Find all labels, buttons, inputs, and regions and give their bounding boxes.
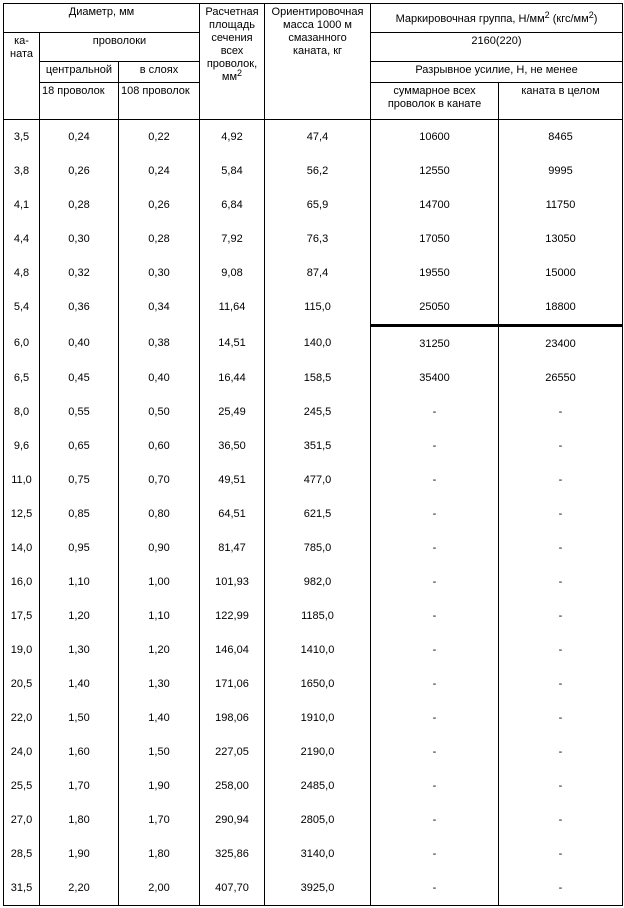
cell-layer-wire: 1,80 bbox=[119, 837, 200, 871]
table-row bbox=[4, 565, 623, 599]
cell-diameter: 27,0 bbox=[4, 803, 40, 837]
cell-central-wire: 0,24 bbox=[40, 120, 119, 155]
rope-spec-table bbox=[3, 3, 623, 906]
cell-mass: 3925,0 bbox=[265, 871, 371, 906]
cell-central-wire: 1,90 bbox=[40, 837, 119, 871]
header-group-text: Маркировочная группа, Н/мм bbox=[395, 12, 545, 25]
table-row bbox=[4, 735, 623, 769]
cell-whole-force: - bbox=[499, 735, 623, 769]
cell-sum-force: 25050 bbox=[371, 290, 499, 326]
cell-mass: 158,5 bbox=[265, 361, 371, 395]
header-wires: проволоки bbox=[40, 33, 200, 62]
cell-layer-wire: 1,90 bbox=[119, 769, 200, 803]
cell-sum-force: - bbox=[371, 633, 499, 667]
table-row bbox=[4, 120, 623, 155]
cell-diameter: 19,0 bbox=[4, 633, 40, 667]
cell-mass: 76,3 bbox=[265, 222, 371, 256]
cell-diameter: 11,0 bbox=[4, 463, 40, 497]
cell-mass: 477,0 bbox=[265, 463, 371, 497]
cell-sum-force: - bbox=[371, 735, 499, 769]
cell-whole-force: - bbox=[499, 769, 623, 803]
cell-whole-force: - bbox=[499, 463, 623, 497]
cell-sum-force: - bbox=[371, 395, 499, 429]
cell-sum-force: - bbox=[371, 463, 499, 497]
cell-layer-wire: 0,28 bbox=[119, 222, 200, 256]
cell-layer-wire: 0,22 bbox=[119, 120, 200, 155]
cell-mass: 2190,0 bbox=[265, 735, 371, 769]
cell-mass: 115,0 bbox=[265, 290, 371, 326]
table-row bbox=[4, 326, 623, 362]
header-area-line2: площадь bbox=[209, 19, 255, 31]
table-row bbox=[4, 599, 623, 633]
cell-layer-wire: 1,20 bbox=[119, 633, 200, 667]
header-area-line5: проволок, bbox=[206, 58, 258, 70]
cell-whole-force: 15000 bbox=[499, 256, 623, 290]
cell-whole-force: 23400 bbox=[499, 326, 623, 362]
cell-central-wire: 0,30 bbox=[40, 222, 119, 256]
cell-area: 16,44 bbox=[200, 361, 265, 395]
cell-central-wire: 1,70 bbox=[40, 769, 119, 803]
cell-diameter: 17,5 bbox=[4, 599, 40, 633]
cell-area: 6,84 bbox=[200, 188, 265, 222]
table-row bbox=[4, 188, 623, 222]
cell-diameter: 22,0 bbox=[4, 701, 40, 735]
cell-mass: 56,2 bbox=[265, 154, 371, 188]
cell-layer-wire: 1,70 bbox=[119, 803, 200, 837]
cell-mass: 1410,0 bbox=[265, 633, 371, 667]
cell-layer-wire: 0,40 bbox=[119, 361, 200, 395]
header-area-line1: Расчетная bbox=[205, 6, 259, 18]
cell-layer-wire: 1,00 bbox=[119, 565, 200, 599]
header-sum-wires bbox=[371, 83, 499, 120]
header-group-sup1: 2 bbox=[544, 9, 550, 20]
table-row bbox=[4, 361, 623, 395]
cell-sum-force: 12550 bbox=[371, 154, 499, 188]
cell-sum-force: - bbox=[371, 497, 499, 531]
cell-whole-force: 8465 bbox=[499, 120, 623, 155]
cell-area: 25,49 bbox=[200, 395, 265, 429]
cell-central-wire: 0,40 bbox=[40, 326, 119, 362]
cell-mass: 351,5 bbox=[265, 429, 371, 463]
cell-diameter: 31,5 bbox=[4, 871, 40, 906]
cell-mass: 1185,0 bbox=[265, 599, 371, 633]
header-mass-line2: масса 1000 м bbox=[283, 19, 352, 31]
cell-area: 258,00 bbox=[200, 769, 265, 803]
header-group-close: ) bbox=[593, 12, 598, 25]
cell-diameter: 3,8 bbox=[4, 154, 40, 188]
table-row bbox=[4, 290, 623, 326]
cell-whole-force: - bbox=[499, 667, 623, 701]
cell-whole-force: 9995 bbox=[499, 154, 623, 188]
cell-area: 7,92 bbox=[200, 222, 265, 256]
table-header bbox=[4, 4, 623, 120]
cell-whole-force: - bbox=[499, 701, 623, 735]
table-row bbox=[4, 633, 623, 667]
header-area-unit: мм bbox=[221, 71, 238, 83]
cell-sum-force: 17050 bbox=[371, 222, 499, 256]
cell-whole-force: - bbox=[499, 565, 623, 599]
cell-diameter: 6,0 bbox=[4, 326, 40, 362]
header-area-unit-sup: 2 bbox=[237, 68, 243, 78]
header-marking-group bbox=[371, 4, 623, 33]
table-row bbox=[4, 531, 623, 565]
cell-area: 325,86 bbox=[200, 837, 265, 871]
header-group-value: 2160(220) bbox=[371, 33, 623, 62]
table-row bbox=[4, 497, 623, 531]
cell-sum-force: 31250 bbox=[371, 326, 499, 362]
header-layers-count: 108 проволок bbox=[119, 83, 200, 120]
table-row bbox=[4, 837, 623, 871]
table-row bbox=[4, 701, 623, 735]
cell-layer-wire: 0,90 bbox=[119, 531, 200, 565]
cell-area: 198,06 bbox=[200, 701, 265, 735]
cell-sum-force: - bbox=[371, 599, 499, 633]
table-row bbox=[4, 667, 623, 701]
cell-layer-wire: 1,50 bbox=[119, 735, 200, 769]
cell-sum-force: - bbox=[371, 871, 499, 906]
cell-central-wire: 0,36 bbox=[40, 290, 119, 326]
header-mass-line4: каната, кг bbox=[292, 45, 343, 57]
cell-sum-force: 35400 bbox=[371, 361, 499, 395]
cell-diameter: 6,5 bbox=[4, 361, 40, 395]
cell-layer-wire: 0,60 bbox=[119, 429, 200, 463]
cell-diameter: 12,5 bbox=[4, 497, 40, 531]
cell-area: 5,84 bbox=[200, 154, 265, 188]
cell-whole-force: - bbox=[499, 599, 623, 633]
cell-whole-force: 13050 bbox=[499, 222, 623, 256]
cell-area: 81,47 bbox=[200, 531, 265, 565]
header-central-count: 18 проволок bbox=[40, 83, 119, 120]
cell-sum-force: 19550 bbox=[371, 256, 499, 290]
table-row bbox=[4, 154, 623, 188]
cell-mass: 2485,0 bbox=[265, 769, 371, 803]
header-diameter: Диаметр, мм bbox=[4, 4, 200, 33]
cell-mass: 621,5 bbox=[265, 497, 371, 531]
header-layers: в слоях bbox=[119, 62, 200, 83]
cell-layer-wire: 1,10 bbox=[119, 599, 200, 633]
cell-layer-wire: 0,70 bbox=[119, 463, 200, 497]
header-sum-line2: проволок в канате bbox=[387, 98, 482, 110]
cell-diameter: 9,6 bbox=[4, 429, 40, 463]
cell-whole-force: - bbox=[499, 803, 623, 837]
cell-area: 171,06 bbox=[200, 667, 265, 701]
cell-diameter: 8,0 bbox=[4, 395, 40, 429]
cell-layer-wire: 0,30 bbox=[119, 256, 200, 290]
cell-diameter: 25,5 bbox=[4, 769, 40, 803]
cell-whole-force: 18800 bbox=[499, 290, 623, 326]
table-row bbox=[4, 222, 623, 256]
header-sum-line1: суммарное всех bbox=[393, 85, 476, 97]
cell-area: 122,99 bbox=[200, 599, 265, 633]
cell-layer-wire: 0,24 bbox=[119, 154, 200, 188]
cell-area: 146,04 bbox=[200, 633, 265, 667]
header-area bbox=[200, 4, 265, 120]
cell-mass: 2805,0 bbox=[265, 803, 371, 837]
cell-central-wire: 0,32 bbox=[40, 256, 119, 290]
table-row bbox=[4, 256, 623, 290]
cell-diameter: 16,0 bbox=[4, 565, 40, 599]
cell-central-wire: 0,55 bbox=[40, 395, 119, 429]
table-body bbox=[4, 120, 623, 906]
cell-layer-wire: 1,40 bbox=[119, 701, 200, 735]
cell-diameter: 5,4 bbox=[4, 290, 40, 326]
cell-mass: 245,5 bbox=[265, 395, 371, 429]
table-row bbox=[4, 395, 623, 429]
cell-layer-wire: 0,80 bbox=[119, 497, 200, 531]
cell-central-wire: 1,80 bbox=[40, 803, 119, 837]
table-row bbox=[4, 463, 623, 497]
cell-central-wire: 1,50 bbox=[40, 701, 119, 735]
header-mass-line1: Ориентировочная bbox=[271, 6, 364, 18]
header-central: центральной bbox=[40, 62, 119, 83]
cell-central-wire: 0,45 bbox=[40, 361, 119, 395]
cell-mass: 140,0 bbox=[265, 326, 371, 362]
cell-layer-wire: 2,00 bbox=[119, 871, 200, 906]
cell-diameter: 4,4 bbox=[4, 222, 40, 256]
cell-central-wire: 2,20 bbox=[40, 871, 119, 906]
cell-mass: 982,0 bbox=[265, 565, 371, 599]
header-mass-line3: смазанного bbox=[288, 32, 347, 44]
cell-mass: 1650,0 bbox=[265, 667, 371, 701]
cell-whole-force: - bbox=[499, 531, 623, 565]
cell-whole-force: - bbox=[499, 871, 623, 906]
cell-area: 64,51 bbox=[200, 497, 265, 531]
cell-central-wire: 1,30 bbox=[40, 633, 119, 667]
cell-mass: 65,9 bbox=[265, 188, 371, 222]
cell-diameter: 4,1 bbox=[4, 188, 40, 222]
cell-diameter: 14,0 bbox=[4, 531, 40, 565]
cell-mass: 47,4 bbox=[265, 120, 371, 155]
cell-central-wire: 0,28 bbox=[40, 188, 119, 222]
cell-whole-force: - bbox=[499, 837, 623, 871]
cell-area: 407,70 bbox=[200, 871, 265, 906]
cell-layer-wire: 1,30 bbox=[119, 667, 200, 701]
cell-whole-force: 11750 bbox=[499, 188, 623, 222]
header-rope-top: ка- bbox=[14, 35, 29, 47]
cell-area: 36,50 bbox=[200, 429, 265, 463]
cell-area: 9,08 bbox=[200, 256, 265, 290]
cell-sum-force: - bbox=[371, 429, 499, 463]
cell-diameter: 4,8 bbox=[4, 256, 40, 290]
cell-whole-force: - bbox=[499, 429, 623, 463]
cell-area: 4,92 bbox=[200, 120, 265, 155]
cell-sum-force: 14700 bbox=[371, 188, 499, 222]
cell-sum-force: - bbox=[371, 803, 499, 837]
cell-diameter: 3,5 bbox=[4, 120, 40, 155]
cell-central-wire: 1,60 bbox=[40, 735, 119, 769]
cell-central-wire: 0,65 bbox=[40, 429, 119, 463]
cell-area: 101,93 bbox=[200, 565, 265, 599]
cell-central-wire: 1,20 bbox=[40, 599, 119, 633]
table-row bbox=[4, 871, 623, 906]
cell-area: 14,51 bbox=[200, 326, 265, 362]
cell-area: 11,64 bbox=[200, 290, 265, 326]
cell-area: 290,94 bbox=[200, 803, 265, 837]
cell-diameter: 20,5 bbox=[4, 667, 40, 701]
cell-sum-force: - bbox=[371, 837, 499, 871]
cell-mass: 1910,0 bbox=[265, 701, 371, 735]
cell-diameter: 24,0 bbox=[4, 735, 40, 769]
cell-layer-wire: 0,26 bbox=[119, 188, 200, 222]
cell-central-wire: 0,75 bbox=[40, 463, 119, 497]
cell-mass: 87,4 bbox=[265, 256, 371, 290]
cell-central-wire: 1,40 bbox=[40, 667, 119, 701]
header-area-line4: всех bbox=[220, 45, 244, 57]
cell-mass: 3140,0 bbox=[265, 837, 371, 871]
header-area-line3: сечения bbox=[211, 32, 253, 44]
cell-central-wire: 1,10 bbox=[40, 565, 119, 599]
header-mass bbox=[265, 4, 371, 120]
cell-layer-wire: 0,34 bbox=[119, 290, 200, 326]
cell-central-wire: 0,26 bbox=[40, 154, 119, 188]
header-rope-bottom: ната bbox=[10, 48, 33, 60]
cell-whole-force: - bbox=[499, 633, 623, 667]
cell-whole-force: - bbox=[499, 497, 623, 531]
cell-central-wire: 0,95 bbox=[40, 531, 119, 565]
cell-area: 49,51 bbox=[200, 463, 265, 497]
table-row bbox=[4, 769, 623, 803]
cell-central-wire: 0,85 bbox=[40, 497, 119, 531]
cell-mass: 785,0 bbox=[265, 531, 371, 565]
cell-layer-wire: 0,38 bbox=[119, 326, 200, 362]
table-row bbox=[4, 803, 623, 837]
cell-sum-force: - bbox=[371, 667, 499, 701]
cell-sum-force: - bbox=[371, 769, 499, 803]
table-row bbox=[4, 429, 623, 463]
cell-layer-wire: 0,50 bbox=[119, 395, 200, 429]
cell-sum-force: - bbox=[371, 531, 499, 565]
cell-diameter: 28,5 bbox=[4, 837, 40, 871]
cell-area: 227,05 bbox=[200, 735, 265, 769]
header-group-text2: (кгс/мм bbox=[552, 12, 589, 25]
header-breaking-force: Разрывное усилие, Н, не менее bbox=[371, 62, 623, 83]
cell-sum-force: 10600 bbox=[371, 120, 499, 155]
cell-whole-force: 26550 bbox=[499, 361, 623, 395]
cell-sum-force: - bbox=[371, 565, 499, 599]
header-group-sup2: 2 bbox=[588, 9, 594, 20]
header-rope bbox=[4, 33, 40, 120]
header-whole-rope: каната в целом bbox=[499, 83, 623, 120]
cell-sum-force: - bbox=[371, 701, 499, 735]
cell-whole-force: - bbox=[499, 395, 623, 429]
